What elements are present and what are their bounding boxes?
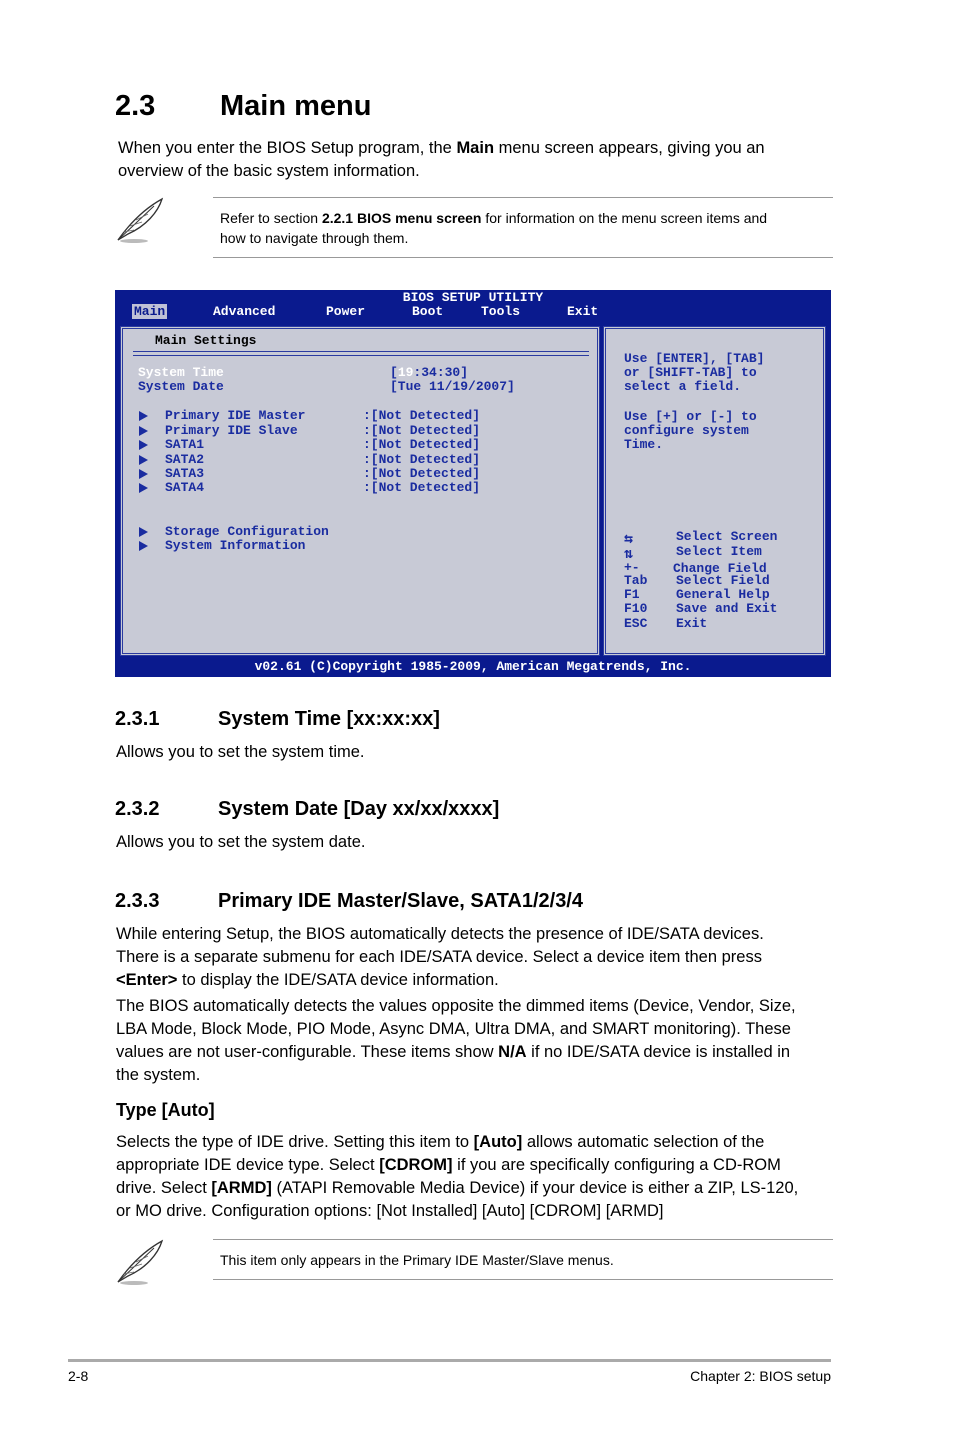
bios-tab-power[interactable]: Power [326,304,366,319]
submenu-arrow-icon [139,483,148,493]
bios-device-value: :[Not Detected] [363,437,481,452]
bios-key-desc: Select Field [676,573,770,588]
bios-tab-boot[interactable]: Boot [412,304,444,319]
up-down-arrows-icon: ⇅ [624,546,634,563]
section-2-3-2-heading: 2.3.2 System Date [Day xx/xx/xxxx] [115,798,500,820]
bios-key-desc: General Help [676,587,770,602]
section-2-3-3-heading: 2.3.3 Primary IDE Master/Slave, SATA1/2/3/4 [115,890,583,912]
section-2-3-1-heading: 2.3.1 System Time [xx:xx:xx] [115,708,440,730]
note-feather-icon [114,196,166,244]
bios-key-desc: Change Field [673,561,767,576]
bios-submenu-storage-configuration[interactable]: Storage Configuration [165,524,329,539]
submenu-arrow-icon [139,527,148,537]
bios-help-line: configure system [624,423,749,438]
bios-help-line: Time. [624,437,664,452]
bios-help-line: Use [+] or [-] to [624,409,757,424]
type-auto-paragraph: Selects the type of IDE drive. Setting this item to [Auto] allows automatic selection of the appropriate IDE device type. Select [CDROM] if you are specifically configuring a CD-ROM drive. Select [ARMD] (ATAPI Removable Media Device) if your device is either a ZIP, LS-120, or MO drive. Configuration options: [Not Installed] [Auto] [CDROM] [ARMD] [116,1133,799,1220]
note-feather-icon [114,1238,166,1286]
submenu-arrow-icon [139,469,148,479]
bios-system-date-label[interactable]: System Date [138,379,224,394]
bios-device-sata2[interactable]: SATA2 [165,452,205,467]
bios-help-line: Use [ENTER], [TAB] [624,351,765,366]
bios-system-date-value[interactable]: [Tue 11/19/2007] [390,379,515,394]
footer-page-number: 2-8 [68,1368,89,1384]
bios-device-value: :[Not Detected] [363,423,481,438]
bios-device-sata3[interactable]: SATA3 [165,466,205,481]
bios-key: F10 [624,601,648,616]
bios-device-value: :[Not Detected] [363,408,481,423]
bios-key: +- [624,560,640,575]
type-auto-heading: Type [Auto] [116,1100,215,1120]
note2-text: This item only appears in the Primary IDE Master/Slave menus. [220,1252,614,1268]
bios-device-primary-ide-slave[interactable]: Primary IDE Slave [165,423,298,438]
section-2-3-2-body: Allows you to set the system date. [116,833,366,851]
left-right-arrows-icon: ⇆ [624,531,634,548]
bios-device-value: :[Not Detected] [363,452,481,467]
bios-tab-advanced[interactable]: Advanced [213,304,276,319]
section-2-3-3-paragraph-2: The BIOS automatically detects the values opposite the dimmed items (Device, Vendor, Size, LBA Mode, Block Mode, PIO Mode, Async DMA, Ultra DMA, and SMART monitoring). These values are not user-configurable. These items show N/A if no IDE/SATA device is installed in the system. [116,997,796,1084]
bios-settings-panel [120,326,600,656]
page-title: 2.3 Main menu [115,90,372,122]
submenu-arrow-icon [139,440,148,450]
bios-main-settings-heading: Main Settings [155,333,257,348]
bios-key-desc: Save and Exit [676,601,778,616]
bios-key-desc: Select Item [676,544,762,559]
section-2-3-1-body: Allows you to set the system time. [116,743,365,761]
note1-text: Refer to section 2.2.1 BIOS menu screen for information on the menu screen items and how to navigate through them. [220,210,768,246]
submenu-arrow-icon [139,411,148,421]
bios-help-line: or [SHIFT-TAB] to [624,365,757,380]
bios-key: ESC [624,616,648,631]
bios-device-primary-ide-master[interactable]: Primary IDE Master [165,408,306,423]
bios-key-desc: Select Screen [676,529,778,544]
bios-key: Tab [624,573,648,588]
note1-top-rule [213,197,833,198]
footer-rule [68,1359,831,1362]
bios-device-sata1[interactable]: SATA1 [165,437,205,452]
bios-submenu-system-information[interactable]: System Information [165,538,306,553]
bios-title: BIOS SETUP UTILITY [402,290,544,305]
note2-bottom-rule [213,1279,833,1280]
bios-tab-tools[interactable]: Tools [481,304,521,319]
bios-key-desc: Exit [676,616,708,631]
bios-system-time-value[interactable]: [19:34:30] [390,365,469,380]
note2-top-rule [213,1239,833,1240]
submenu-arrow-icon [139,426,148,436]
note1-bottom-rule [213,257,833,258]
bios-device-sata4[interactable]: SATA4 [165,480,205,495]
footer-chapter: Chapter 2: BIOS setup [690,1368,831,1384]
submenu-arrow-icon [139,455,148,465]
bios-tab-exit[interactable]: Exit [567,304,599,319]
bios-heading-divider [133,351,589,356]
bios-device-value: :[Not Detected] [363,466,481,481]
bios-screen [115,290,831,677]
bios-help-panel [603,326,826,656]
intro-paragraph: When you enter the BIOS Setup program, the Main menu screen appears, giving you an overview of the basic system information. [118,139,765,180]
bios-system-time-label[interactable]: System Time [138,365,224,380]
bios-key: F1 [624,587,640,602]
bios-copyright: v02.61 (C)Copyright 1985-2009, American Megatrends, Inc. [254,659,692,674]
bios-help-line: select a field. [624,379,742,394]
bios-device-value: :[Not Detected] [363,480,481,495]
section-2-3-3-paragraph-1: While entering Setup, the BIOS automatically detects the presence of IDE/SATA devices. There is a separate submenu for each IDE/SATA device. Select a device item then press <Enter> to display the IDE/SATA device information. [116,925,764,989]
submenu-arrow-icon [139,541,148,551]
bios-tab-main[interactable]: Main [134,304,166,319]
